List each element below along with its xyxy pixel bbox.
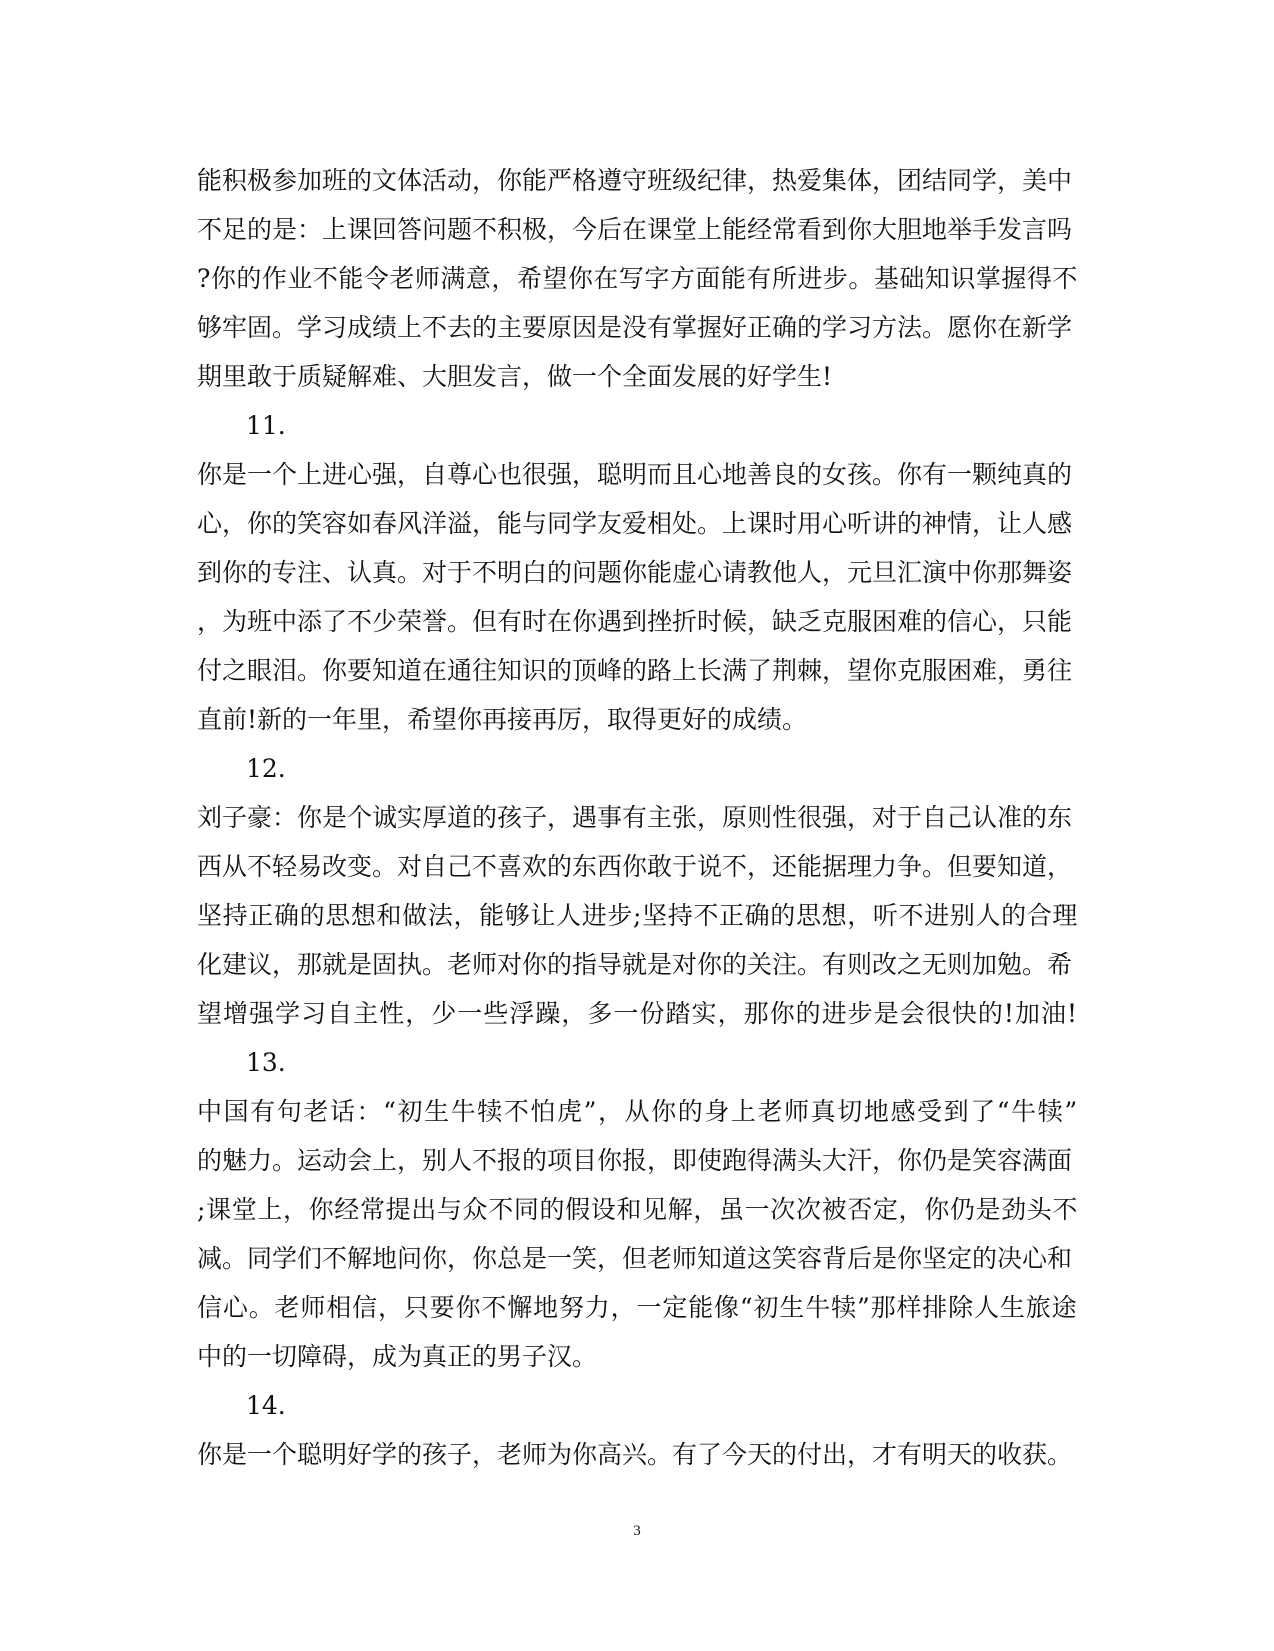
text-line: 心，你的笑容如春风洋溢，能与同学友爱相处。上课时用心听讲的神情，让人感 xyxy=(197,509,1073,538)
text-line: 能积极参加班的文体活动，你能严格遵守班级纪律，热爱集体，团结同学，美中 xyxy=(197,166,1073,195)
text-line: 坚持正确的思想和做法，能够让人进步;坚持不正确的思想，听不进别人的合理 xyxy=(197,901,1079,930)
text-line: 够牢固。学习成绩上不去的主要原因是没有掌握好正确的学习方法。愿你在新学 xyxy=(197,313,1073,342)
item-number: 13. xyxy=(246,1048,286,1077)
document-body xyxy=(197,156,1077,1479)
text-line: 你是一个聪明好学的孩子，老师为你高兴。有了今天的付出，才有明天的收获。 xyxy=(197,1440,1073,1469)
text-line: 到你的专注、认真。对于不明白的问题你能虚心请教他人，元旦汇演中你那舞姿 xyxy=(197,558,1073,587)
paragraph xyxy=(197,156,1077,401)
text-line: 你是一个上进心强，自尊心也很强，聪明而且心地善良的女孩。你有一颗纯真的 xyxy=(197,460,1073,489)
text-line: ?你的作业不能令老师满意，希望你在写字方面能有所进步。基础知识掌握得不 xyxy=(197,264,1078,293)
item-number: 14. xyxy=(246,1391,286,1420)
text-line: 期里敢于质疑解难、大胆发言，做一个全面发展的好学生! xyxy=(197,362,833,391)
item-number: 12. xyxy=(246,754,286,783)
text-line: 不足的是：上课回答问题不积极，今后在课堂上能经常看到你大胆地举手发言吗 xyxy=(197,215,1073,244)
paragraph xyxy=(197,1430,1077,1479)
text-line: 刘子豪：你是个诚实厚道的孩子，遇事有主张，原则性很强，对于自己认准的东 xyxy=(197,803,1073,832)
text-line: 中国有句老话：“初生牛犊不怕虎”，从你的身上老师真切地感受到了“牛犊” xyxy=(197,1097,1079,1126)
text-line: 望增强学习自主性，少一些浮躁，多一份踏实，那你的进步是会很快的!加油! xyxy=(197,999,1079,1028)
paragraph xyxy=(197,1087,1077,1381)
paragraph xyxy=(197,450,1077,744)
text-line: 减。同学们不解地问你，你总是一笑，但老师知道这笑容背后是你坚定的决心和 xyxy=(197,1244,1073,1273)
text-line: 中的一切障碍，成为真正的男子汉。 xyxy=(197,1342,598,1371)
text-line: 信心。老师相信，只要你不懈地努力，一定能像“初生牛犊”那样排除人生旅途 xyxy=(197,1293,1078,1322)
text-line: 的魅力。运动会上，别人不报的项目你报，即使跑得满头大汗，你仍是笑容满面 xyxy=(197,1146,1073,1175)
text-line: ，为班中添了不少荣誉。但有时在你遇到挫折时候，缺乏克服困难的信心，只能 xyxy=(197,607,1073,636)
paragraph xyxy=(197,793,1077,1038)
text-line: 直前!新的一年里，希望你再接再厉，取得更好的成绩。 xyxy=(197,705,808,734)
text-line: 西从不轻易改变。对自己不喜欢的东西你敢于说不，还能据理力争。但要知道， xyxy=(197,852,1073,881)
page-number: 3 xyxy=(633,1523,641,1539)
item-number: 11. xyxy=(246,411,286,440)
text-line: 付之眼泪。你要知道在通往知识的顶峰的路上长满了荆棘，望你克服困难，勇往 xyxy=(197,656,1073,685)
text-line: 化建议，那就是固执。老师对你的指导就是对你的关注。有则改之无则加勉。希 xyxy=(197,950,1073,979)
text-line: ;课堂上，你经常提出与众不同的假设和见解，虽一次次被否定，你仍是劲头不 xyxy=(197,1195,1079,1224)
